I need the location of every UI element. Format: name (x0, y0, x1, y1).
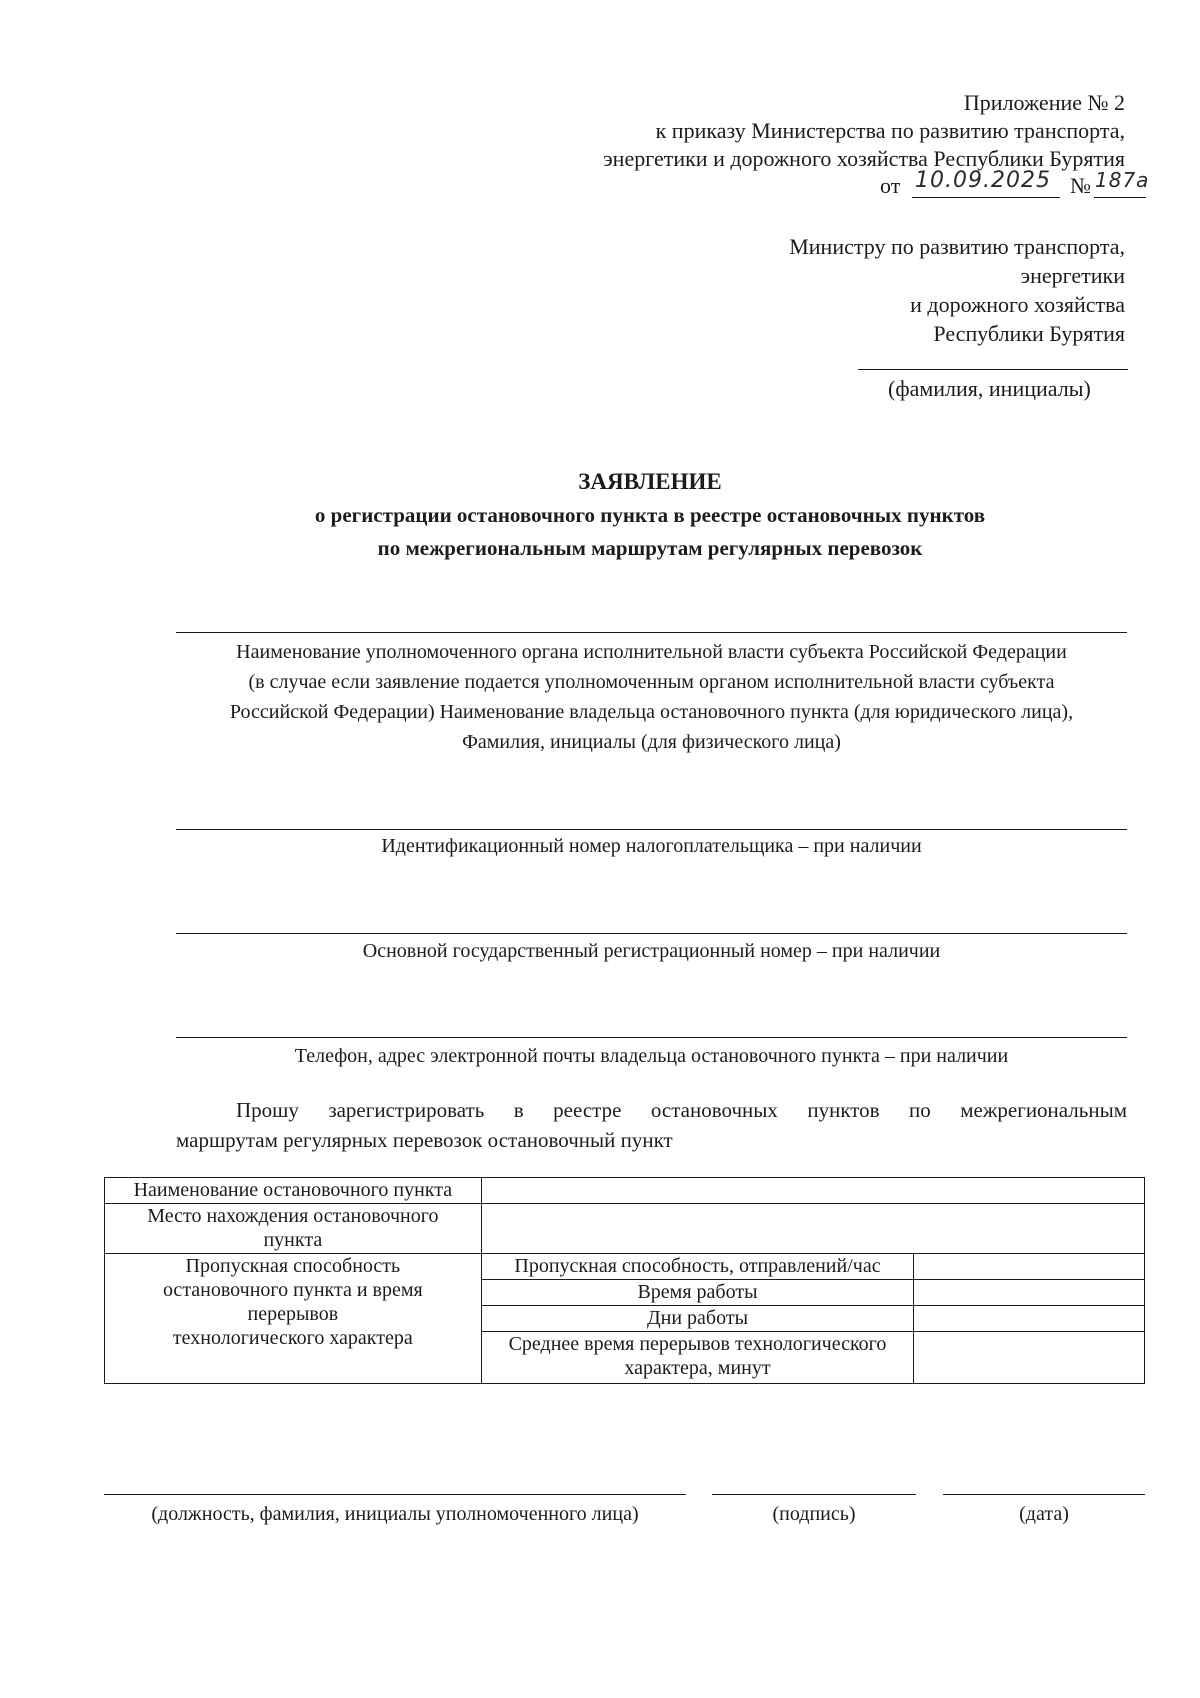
row-capacity-label-2: остановочного пункта и время (162, 1279, 423, 1301)
table-row (105, 1254, 1145, 1280)
order-number-underline (1094, 197, 1146, 198)
row-capacity-label-1: Пропускная способность (185, 1255, 401, 1277)
order-number-handwritten: 187а (1095, 168, 1150, 192)
order-date-underline (912, 197, 1060, 198)
table-row (105, 1178, 1145, 1204)
order-date-handwritten: 10.09.2025 (915, 168, 1051, 193)
row-location-value-cell (481, 1204, 1144, 1254)
contacts-caption: Телефон, адрес электронной почты владельца остановочного пункта – при наличии (294, 1045, 1009, 1067)
stop-point-table (104, 1177, 1145, 1384)
signature-sign-line (712, 1494, 916, 1495)
sub-days-label: Дни работы (481, 1306, 914, 1332)
document-subtitle-2: по межрегиональным маршрутам регулярных перевозок (377, 536, 923, 560)
signature-date-line (943, 1494, 1145, 1495)
sub-breaks-value-cell (914, 1332, 1145, 1384)
row-capacity-label-3: перерывов (247, 1303, 339, 1325)
request-line-1: Прошу зарегистрировать в реестре остановочных пунктов по межрегиональным (236, 1098, 1127, 1122)
contacts-line (176, 1037, 1127, 1038)
signature-date-caption: (дата) (1019, 1503, 1069, 1525)
addressee-line-4: Республики Бурятия (933, 321, 1125, 346)
addressee-line-2: энергетики (1020, 263, 1125, 288)
sub-capacity-value-cell (914, 1254, 1145, 1280)
signature-position-caption: (должность, фамилия, инициалы уполномоченного лица) (151, 1503, 639, 1525)
addressee-name-caption: (фамилия, инициалы) (888, 376, 1091, 401)
addressee-line-1: Министру по развитию транспорта, (789, 234, 1125, 259)
sub-days-value-cell (914, 1306, 1145, 1332)
addressee-line-3: и дорожного хозяйства (910, 292, 1125, 317)
row-name-label: Наименование остановочного пункта (105, 1178, 482, 1204)
org-caption-line-3: Российской Федерации) Наименование владельца остановочного пункта (для юридического лица), (229, 701, 1074, 723)
ogrn-caption: Основной государственный регистрационный номер – при наличии (362, 940, 941, 962)
row-name-value-cell (481, 1178, 1144, 1204)
sub-hours-label: Время работы (481, 1280, 914, 1306)
row-location-label-2: пункта (263, 1229, 323, 1251)
order-number-prefix: № (1070, 173, 1091, 198)
sub-breaks-label-1: Среднее время перерывов технологического (508, 1333, 887, 1355)
order-line-1: к приказу Министерства по развитию транспорта, (655, 118, 1125, 143)
org-caption-line-2: (в случае если заявление подается уполномоченным органом исполнительной власти субъекта (248, 671, 1055, 693)
row-capacity-label (105, 1254, 482, 1384)
row-capacity-label-4: технологического характера (172, 1327, 413, 1349)
sub-hours-value-cell (914, 1280, 1145, 1306)
order-date-prefix: от (880, 173, 901, 198)
signature-sign-caption: (подпись) (772, 1503, 856, 1525)
order-line-2: энергетики и дорожного хозяйства Республики Бурятия (603, 146, 1125, 171)
sub-breaks-label-2: характера, минут (624, 1357, 771, 1379)
sub-capacity-label: Пропускная способность, отправлений/час (481, 1254, 914, 1280)
table-row (105, 1204, 1145, 1254)
row-location-label (105, 1204, 482, 1254)
document-title: ЗАЯВЛЕНИЕ (578, 469, 722, 494)
org-caption-line-4: Фамилия, инициалы (для физического лица) (462, 731, 841, 753)
request-line-2: маршрутам регулярных перевозок остановочный пункт (176, 1128, 673, 1152)
inn-caption: Идентификационный номер налогоплательщика – при наличии (381, 835, 922, 857)
org-caption-line-1: Наименование уполномоченного органа исполнительной власти субъекта Российской Федерации (236, 641, 1067, 663)
inn-line (176, 829, 1127, 830)
appendix-label: Приложение № 2 (963, 90, 1125, 115)
document-subtitle-1: о регистрации остановочного пункта в реестре остановочных пунктов (314, 503, 986, 527)
row-location-label-1: Место нахождения остановочного (147, 1205, 439, 1227)
ogrn-line (176, 933, 1127, 934)
signature-position-line (104, 1494, 686, 1495)
addressee-name-line (858, 369, 1128, 370)
sub-breaks-label (481, 1332, 914, 1384)
org-name-line (176, 632, 1127, 633)
